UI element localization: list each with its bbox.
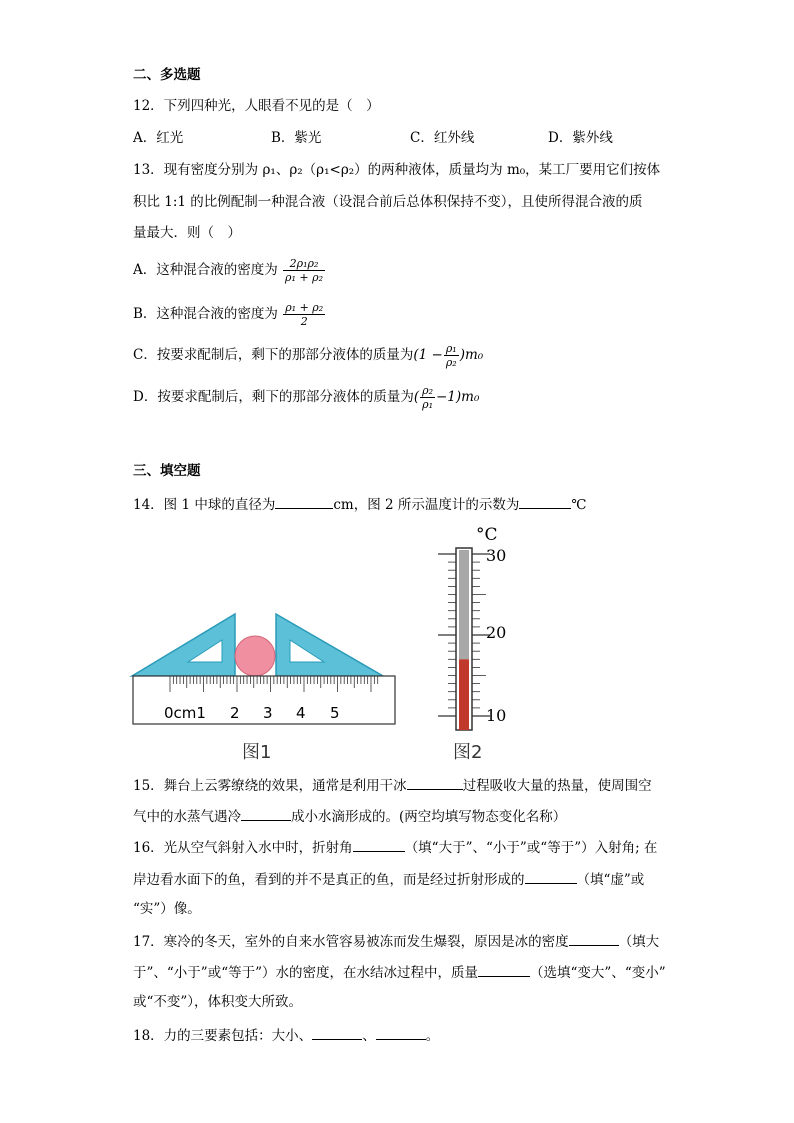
q14-text-3: ℃ xyxy=(571,497,587,513)
ruler-label-4: 4 xyxy=(296,704,306,722)
q12-option-c: C．红外线 xyxy=(410,130,475,146)
q15-text-1: 15．舞台上云雾缭绕的效果，通常是利用干冰 xyxy=(133,778,407,794)
q15-blank-2[interactable] xyxy=(241,806,291,821)
q15-blank-1[interactable] xyxy=(407,775,463,790)
q17-text-1: 17．寒冷的冬天，室外的自来水管容易被冻而发生爆裂，原因是冰的密度 xyxy=(133,934,569,950)
question-16-line-2 xyxy=(133,869,644,889)
thermometer-label-20: 20 xyxy=(486,623,507,642)
q13-option-c-expr-post: )m₀ xyxy=(459,347,484,363)
question-18 xyxy=(133,1025,439,1045)
q15-text-3: 气中的水蒸气遇冷 xyxy=(133,809,241,825)
q14-text-2: cm，图 2 所示温度计的示数为 xyxy=(333,497,520,513)
question-13-line-2: 积比 1:1 的比例配制一种混合液（设混合前后总体积保持不变），且使所得混合液的质 xyxy=(133,194,643,210)
q17-text-4: （选填“变大”、“变小” xyxy=(530,965,666,981)
ruler-label-3: 3 xyxy=(263,704,273,722)
q16-text-4: （填“虚”或 xyxy=(576,872,645,888)
q13-option-b-text: B．这种混合液的密度为 xyxy=(133,306,278,322)
fraction-denominator: ρ₁ + ρ₂ xyxy=(285,271,324,284)
question-16-line-1 xyxy=(133,837,657,857)
fraction-denominator: ρ₁ xyxy=(422,398,433,411)
q18-text-3: 。 xyxy=(425,1028,440,1044)
ruler-label-5: 5 xyxy=(330,704,340,722)
q12-option-a: A．红光 xyxy=(133,130,184,146)
q13-option-d-fraction xyxy=(420,384,435,411)
q13-option-c-expr-pre: (1 − xyxy=(413,347,443,363)
q17-blank-2[interactable] xyxy=(478,962,530,977)
question-13-line-1: 13．现有密度分别为 ρ₁、ρ₂（ρ₁<ρ₂）的两种液体，质量均为 m₀，某工厂要用它们按体 xyxy=(133,162,661,178)
ruler-label-0cm1: 0cm1 xyxy=(164,704,206,722)
q15-text-2: 过程吸收大量的热量，使周围空 xyxy=(462,778,652,794)
q18-blank-2[interactable] xyxy=(376,1025,426,1040)
q16-blank-1[interactable] xyxy=(353,837,405,852)
thermometer-liquid-column xyxy=(459,659,469,730)
q14-blank-2[interactable] xyxy=(519,494,571,509)
q13-option-b xyxy=(133,301,326,328)
ruler-label-2: 2 xyxy=(230,704,240,722)
q18-text-2: 、 xyxy=(362,1028,376,1044)
figure-2-thermometer xyxy=(432,520,522,732)
q13-option-d-expr-pre: ( xyxy=(413,389,420,405)
thermometer-empty-column xyxy=(459,550,469,659)
q14-blank-1[interactable] xyxy=(275,494,333,509)
q18-text-1: 18．力的三要素包括：大小、 xyxy=(133,1028,313,1044)
q13-option-b-fraction xyxy=(283,301,325,328)
q13-option-c xyxy=(133,342,483,369)
figure-1-ruler-diagram xyxy=(128,606,400,732)
question-17-line-1 xyxy=(133,931,659,951)
fraction-numerator: 2ρ₁ρ₂ xyxy=(283,257,325,271)
q18-blank-1[interactable] xyxy=(312,1025,362,1040)
q12-option-b: B．紫光 xyxy=(271,130,322,146)
q13-option-c-text: C．按要求配制后，剩下的那部分液体的质量为 xyxy=(133,347,414,363)
question-14 xyxy=(133,494,587,514)
q13-option-c-fraction xyxy=(444,342,459,369)
q13-option-a-fraction xyxy=(283,257,325,284)
question-17-line-2 xyxy=(133,962,666,982)
q17-blank-1[interactable] xyxy=(569,931,619,946)
q13-option-d xyxy=(133,384,479,411)
question-17-line-3: 或“不变”），体积变大所致。 xyxy=(133,994,303,1010)
fraction-numerator: ρ₁ + ρ₂ xyxy=(285,301,324,314)
figure-1-caption: 图1 xyxy=(242,742,272,763)
q14-text-1: 14．图 1 中球的直径为 xyxy=(133,497,276,513)
q13-option-a xyxy=(133,257,326,284)
q16-text-1: 16．光从空气斜射入水中时，折射角 xyxy=(133,840,353,856)
q17-text-2: （填大 xyxy=(618,934,660,950)
fraction-denominator: ρ₂ xyxy=(445,356,457,369)
ball xyxy=(235,636,275,676)
section-title-fill-in: 三、填空题 xyxy=(133,463,201,479)
question-15-line-1 xyxy=(133,775,652,795)
q13-option-d-expr-post: −1)m₀ xyxy=(436,389,480,405)
q16-blank-2[interactable] xyxy=(525,869,577,884)
question-12-stem: 12．下列四种光，人眼看不见的是（ ） xyxy=(133,98,380,114)
q16-text-3: 岸边看水面下的鱼，看到的并不是真正的鱼，而是经过折射形成的 xyxy=(133,872,525,888)
q12-option-d: D．紫外线 xyxy=(548,130,613,146)
section-title-multiple-choice: 二、多选题 xyxy=(133,67,201,83)
q17-text-3: 于”、“小于”或“等于”）水的密度，在水结冰过程中，质量 xyxy=(133,965,479,981)
question-13-line-3: 量最大．则（ ） xyxy=(133,225,241,241)
q16-text-2: （填“大于”、“小于”或“等于”）入射角; 在 xyxy=(404,840,658,856)
question-16-line-3: “实”）像。 xyxy=(133,901,201,917)
fraction-numerator: ρ₁ xyxy=(445,342,457,355)
fraction-denominator: 2 xyxy=(300,315,308,328)
q15-text-4: 成小水滴形成的。(两空均填写物态变化名称） xyxy=(291,809,567,825)
q13-option-d-text: D．按要求配制后，剩下的那部分液体的质量为 xyxy=(133,389,414,405)
thermometer-unit: °C xyxy=(476,525,498,545)
thermometer-label-30: 30 xyxy=(486,546,507,565)
fraction-numerator: ρ₂ xyxy=(422,384,433,397)
question-15-line-2 xyxy=(133,806,566,826)
thermometer-label-10: 10 xyxy=(486,706,507,725)
figure-2-caption: 图2 xyxy=(453,742,483,763)
q13-option-a-text: A．这种混合液的密度为 xyxy=(133,262,278,278)
